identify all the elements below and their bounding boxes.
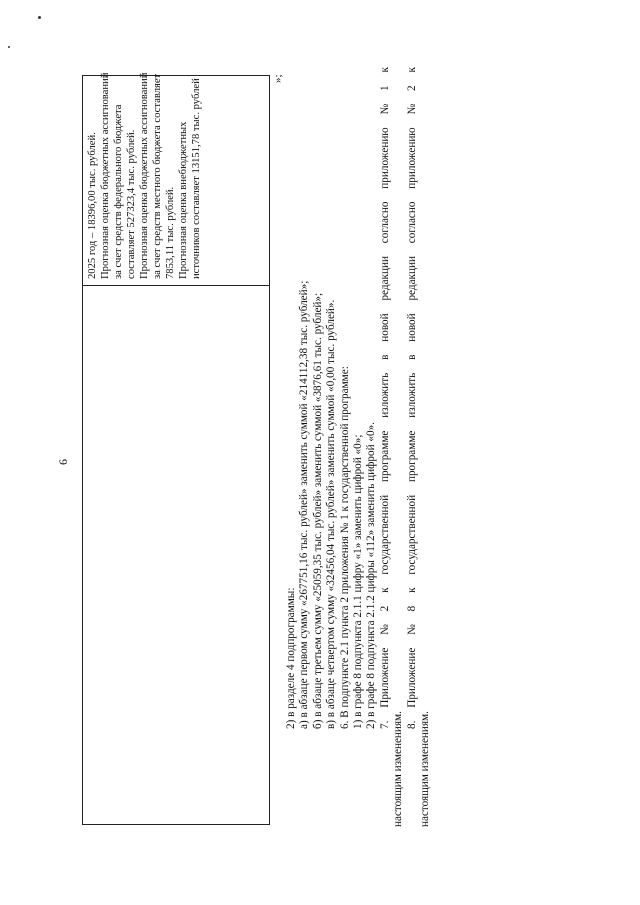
word: государственной <box>405 494 418 575</box>
word: программе <box>405 430 418 483</box>
word: 8 <box>405 605 418 612</box>
paragraph-8-tail: настоящим изменениям. <box>419 711 432 827</box>
word: 8. <box>405 720 418 729</box>
word: изложить <box>405 372 418 418</box>
word: к <box>378 587 391 593</box>
body-line: а) в абзаце первом сумму «267751,16 тыс. рублей» заменить суммой «214112,38 тыс. рублей»; <box>298 280 311 729</box>
paragraph-8-line <box>406 67 419 827</box>
word: 2 <box>378 605 391 612</box>
word: в <box>378 354 391 360</box>
body-line: 1) в графе 8 подпункта 2.1.1 цифру «1» заменить цифрой «0»; <box>352 434 365 729</box>
closing-quote: »; <box>272 74 284 83</box>
cell-line: 7853,11 тыс. рублей. <box>165 186 176 279</box>
body-line: 2) в разделе 4 подпрограммы: <box>285 587 297 729</box>
word: Приложение <box>405 647 418 708</box>
word: согласно <box>405 201 418 244</box>
budget-table <box>82 72 270 825</box>
body-line: 6. В подпункте 2.1 пункта 2 приложения № 1 к государственной программе: <box>338 366 351 729</box>
cell-line: источников составляет 13151,78 тыс. рублей <box>191 78 202 279</box>
word: № <box>405 103 418 115</box>
page-number: 6 <box>56 459 70 465</box>
word: № <box>378 624 391 635</box>
word: № <box>378 103 391 115</box>
word: согласно <box>378 201 391 244</box>
cell-line: Прогнозная оценка бюджетных ассигнований <box>100 72 111 279</box>
word: новой <box>378 313 391 342</box>
word: к <box>378 67 391 73</box>
word: 2 <box>405 85 418 91</box>
word: в <box>405 354 418 360</box>
word: Приложение <box>378 647 391 708</box>
word: редакции <box>405 256 418 301</box>
word: 1 <box>378 85 391 91</box>
cell-line: Прогнозная оценка бюджетных ассигнований <box>139 72 150 279</box>
word: редакции <box>378 256 391 301</box>
cell-line: Прогнозная оценка внебюджетных <box>178 121 189 279</box>
word: государственной <box>378 494 391 575</box>
cell-line: за счет средств местного бюджета составляет <box>152 73 163 279</box>
cell-line: 2025 год – 18396,00 тыс. рублей. <box>87 132 98 279</box>
word: программе <box>378 430 391 483</box>
table-cell-text <box>86 74 268 279</box>
word: приложению <box>405 127 418 189</box>
paragraph-7-line <box>379 67 392 827</box>
word: приложению <box>378 127 391 189</box>
body-line: 2) в графе 8 подпункта 2.1.2 цифры «112» заменить цифрой «0». <box>365 422 378 729</box>
word: изложить <box>378 372 391 418</box>
word: 7. <box>378 720 391 729</box>
body-line: б) в абзаце третьем сумму «25059,35 тыс. рублей» заменить суммой «3876,61 тыс. рублей»; <box>311 292 324 729</box>
word: новой <box>405 313 418 342</box>
body-line: в) в абзаце четвертом сумму «32456,04 тыс. рублей» заменить суммой «0,00 тыс. рублей». <box>325 299 338 729</box>
cell-line: составляет 527323,4 тыс. рублей. <box>126 129 137 279</box>
word: к <box>405 587 418 593</box>
table-column-divider <box>83 285 269 286</box>
word: к <box>405 67 418 73</box>
word: № <box>405 624 418 635</box>
amendment-text <box>285 67 432 827</box>
cell-line: за счет средств федерального бюджета <box>113 104 124 279</box>
paragraph-7-tail: настоящим изменениям. <box>392 711 405 827</box>
